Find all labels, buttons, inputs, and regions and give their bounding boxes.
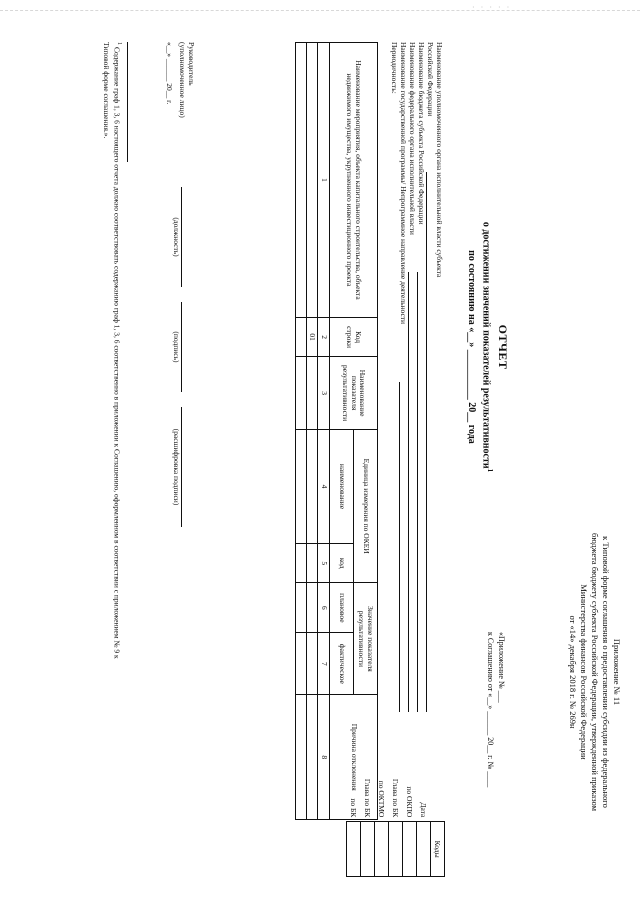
annex-text-3: Министерства финансов Российской Федерации bbox=[578, 584, 589, 760]
field-program: Наименование государственной программы/ Непрограммное направление деятельности bbox=[399, 42, 408, 324]
field-periodicity: Периодичность: bbox=[390, 42, 399, 94]
table-cell[interactable] bbox=[295, 43, 306, 318]
col-number: 7 bbox=[318, 633, 330, 695]
signature-position bbox=[172, 187, 193, 287]
position-line[interactable] bbox=[181, 187, 193, 287]
table-cell[interactable] bbox=[295, 357, 306, 430]
scan-edge: · · · · · bbox=[0, 0, 640, 11]
rotated-document-page bbox=[0, 22, 640, 877]
position-caption: (должность) bbox=[172, 217, 181, 257]
code-cell[interactable] bbox=[403, 822, 417, 877]
sign-line[interactable] bbox=[181, 302, 193, 392]
col-header-value: Значение показателя результативности bbox=[354, 583, 378, 695]
agreement-annex-date: к Соглашению от «__» ______ 20__ г. № ____ bbox=[486, 632, 496, 788]
signatory-head-note: (уполномоченное лицо) bbox=[178, 42, 187, 118]
col-header-indicator: Наименование показателя результативности bbox=[330, 357, 378, 430]
field-program-line[interactable] bbox=[399, 382, 408, 712]
table-cell[interactable] bbox=[306, 357, 318, 430]
code-cell[interactable] bbox=[361, 822, 375, 877]
codes-header: Коды bbox=[431, 822, 445, 877]
footnote-divider bbox=[127, 42, 128, 162]
col-header-code: Код строки bbox=[330, 317, 378, 356]
code-cell[interactable] bbox=[347, 822, 361, 877]
report-date-line: по состоянию на «__» __________ 20__ года bbox=[466, 250, 478, 444]
table-cell[interactable] bbox=[295, 633, 306, 695]
code-label: Глава по БК bbox=[363, 778, 372, 818]
annex-text-4: от «14» декабря 2018 г. № 269н bbox=[567, 615, 578, 729]
sign-caption: (подпись) bbox=[172, 331, 181, 363]
agreement-reference bbox=[484, 632, 506, 832]
annex-header bbox=[567, 482, 622, 862]
footnote-text-2: Типовой форме соглашения.». bbox=[102, 42, 112, 139]
code-cell[interactable] bbox=[417, 822, 431, 877]
col-number: 1 bbox=[318, 43, 330, 318]
agreement-annex-number: «Приложение № ___ bbox=[497, 632, 506, 703]
col-header-unit-name: наименование bbox=[330, 429, 354, 543]
signatory-block bbox=[165, 42, 196, 162]
field-authority-label-2: Российской Федерации bbox=[426, 42, 435, 116]
table-cell[interactable] bbox=[306, 429, 318, 543]
field-federal-authority: Наименование федерального органа исполнительной власти bbox=[408, 42, 417, 235]
table-cell[interactable] bbox=[306, 544, 318, 583]
field-budget: Наименование бюджета субъекта Российской Федерации bbox=[417, 42, 426, 225]
field-federal-authority-line[interactable] bbox=[408, 272, 417, 712]
code-label: по ОКПО bbox=[405, 786, 414, 818]
table-cell[interactable] bbox=[306, 43, 318, 318]
code-cell[interactable] bbox=[389, 822, 403, 877]
col-header-actual: фактическое bbox=[330, 633, 354, 695]
code-label: по ОКТМО bbox=[377, 780, 386, 818]
table-cell[interactable] bbox=[295, 695, 306, 820]
report-subtitle: о достижении значений показателей результативности$^1$ bbox=[480, 221, 494, 473]
annex-text-2: бюджета бюджету субъекта Российской Федерации, утвержденной приказом bbox=[589, 533, 600, 811]
col-header-unit: Единица измерения по ОКЕИ bbox=[354, 429, 378, 583]
code-label: Дата bbox=[419, 802, 428, 818]
decode-line[interactable] bbox=[181, 407, 193, 527]
signature-sign bbox=[172, 302, 193, 392]
footnote-mark: 1 bbox=[485, 468, 494, 473]
table-cell[interactable] bbox=[295, 429, 306, 543]
col-header-unit-code: код bbox=[330, 544, 354, 583]
signature-decode bbox=[172, 407, 193, 527]
col-number: 2 bbox=[318, 317, 330, 356]
field-authority-label: Наименование уполномоченного органа исполнительной власти субъекта bbox=[435, 42, 444, 278]
code-label: Глава по БК bbox=[391, 778, 400, 818]
col-number: 5 bbox=[318, 544, 330, 583]
footnote-text-1: $^1$ Содержание граф 1, 3, 6 настоящего отчета должно соответствовать содержанию граф 1, 3, 6 соответственно в приложении к Соглашению, оформленном в соответствии с приложением № 9 к bbox=[112, 42, 123, 659]
col-number: 6 bbox=[318, 583, 330, 633]
col-header-reason: Причина отклонения bbox=[330, 695, 378, 820]
annex-text-1: к Типовой форме соглашения о предоставлении субсидии из федерального bbox=[600, 536, 611, 808]
report-table bbox=[295, 42, 378, 820]
table-cell[interactable] bbox=[306, 695, 318, 820]
table-cell[interactable] bbox=[295, 317, 306, 356]
report-title bbox=[465, 192, 510, 502]
table-cell[interactable] bbox=[306, 583, 318, 633]
col-number: 3 bbox=[318, 357, 330, 430]
table-row bbox=[295, 43, 306, 820]
table-cell[interactable] bbox=[295, 544, 306, 583]
footnote bbox=[101, 42, 128, 842]
report-title-main: ОТЧЕТ bbox=[496, 324, 510, 370]
col-number: 4 bbox=[318, 429, 330, 543]
table-row bbox=[306, 43, 318, 820]
annex-number: Приложение № 11 bbox=[612, 638, 622, 706]
decode-caption: (расшифровка подписи) bbox=[172, 428, 181, 506]
code-cell[interactable] bbox=[375, 822, 389, 877]
field-budget-line[interactable] bbox=[417, 272, 426, 712]
table-cell[interactable] bbox=[306, 633, 318, 695]
field-authority-line[interactable] bbox=[426, 172, 435, 712]
col-header-event: Наименование мероприятия, объекта капитального строительства, объекта недвижимого имущества, укрупненного инвестиционного проекта bbox=[330, 43, 378, 318]
code-label: по БК bbox=[349, 798, 358, 818]
signatory-head: Руководитель bbox=[187, 42, 196, 86]
col-header-planned: плановое bbox=[330, 583, 354, 633]
table-cell[interactable] bbox=[295, 583, 306, 633]
col-number: 8 bbox=[318, 695, 330, 820]
row-code-cell: 01 bbox=[306, 317, 318, 356]
signature-date: «__» ______ 20__ г. bbox=[165, 42, 174, 105]
